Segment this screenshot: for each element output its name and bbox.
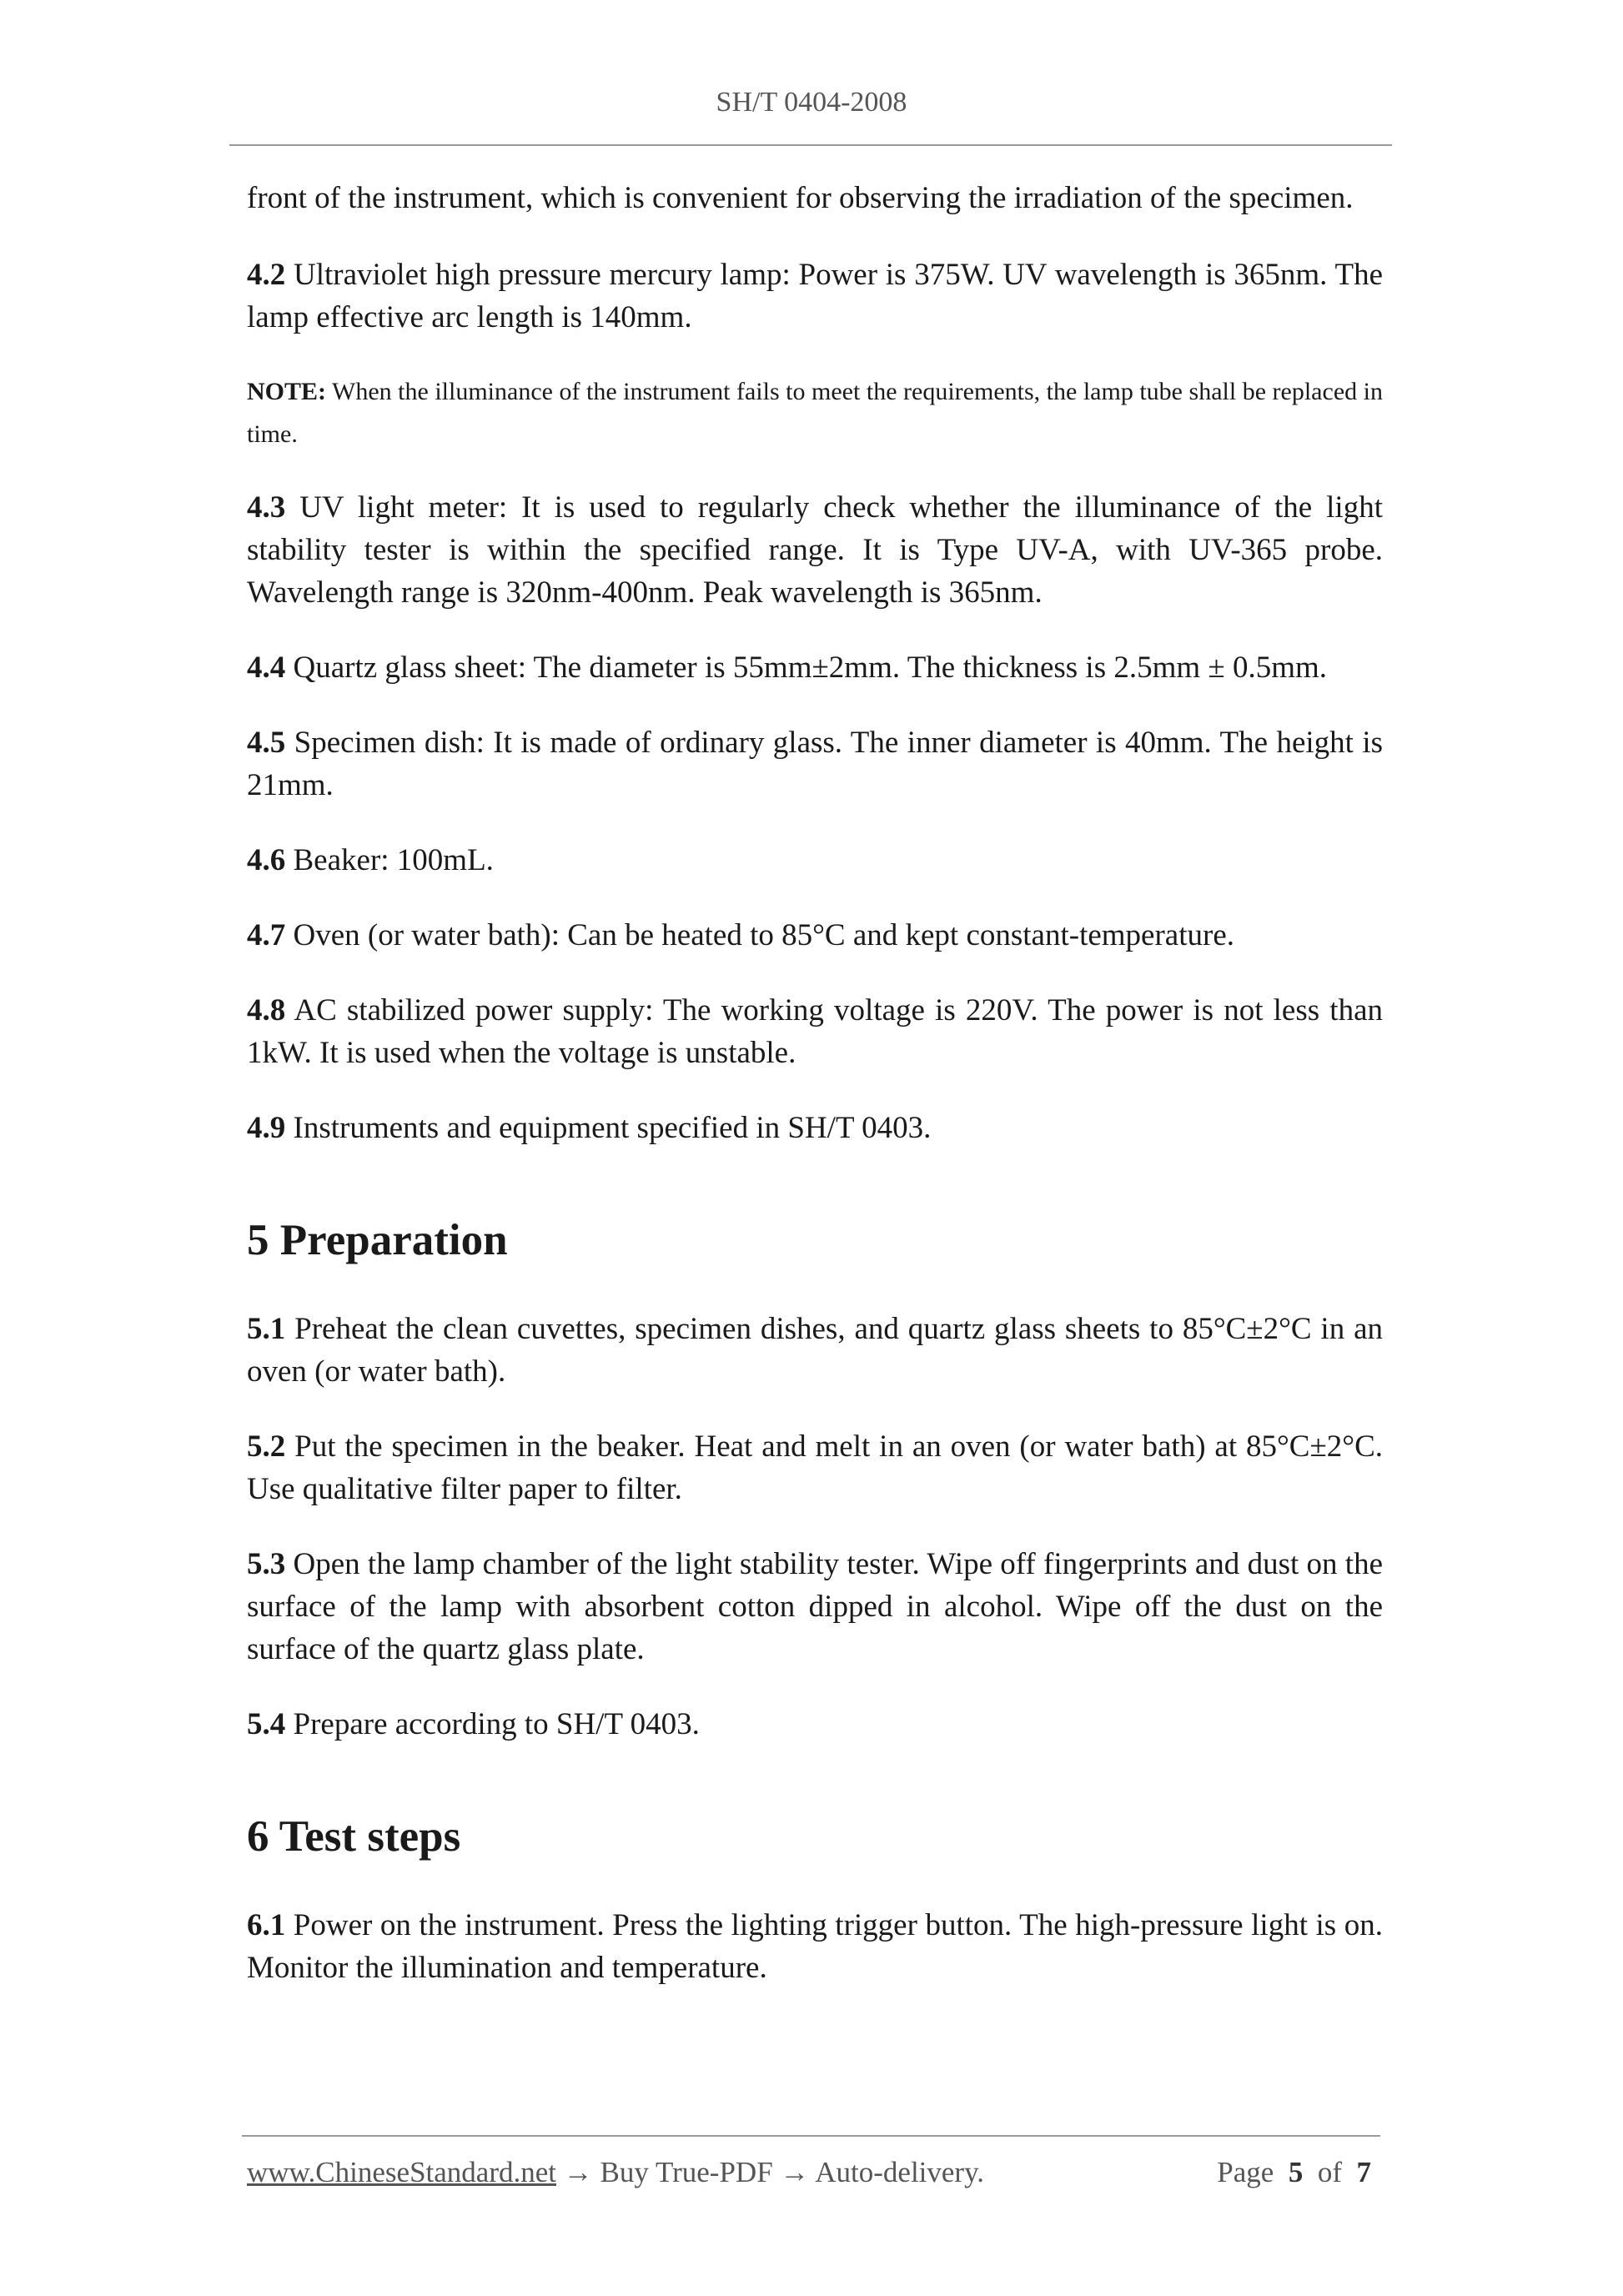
page-number: 5 [1288, 2156, 1304, 2188]
note-label: NOTE: [247, 378, 327, 405]
arrow-right-icon: → [780, 2156, 810, 2188]
clause-text: Preheat the clean cuvettes, specimen dishes, and quartz glass sheets to 85°C±2°C in an oven (or water bath). [247, 1312, 1384, 1389]
clause-text: Put the specimen in the beaker. Heat and melt in an oven (or water bath) at 85°C±2°C. Use qualitative filter paper to filter. [247, 1429, 1384, 1506]
section-heading-test-steps: 6 Test steps [247, 1812, 461, 1861]
header-title: SH/T 0404-2008 [716, 87, 907, 118]
page-footer [247, 2156, 1379, 2189]
clause-4-7 [247, 914, 1383, 957]
clause-4-4 [247, 646, 1383, 689]
clause-4-6 [247, 839, 1383, 882]
footer-website-link[interactable]: www.ChineseStandard.net [247, 2156, 556, 2188]
footer-buy-text: Buy True-PDF [600, 2156, 773, 2188]
clause-text: Quartz glass sheet: The diameter is 55mm±2mm. The thickness is 2.5mm ± 0.5mm. [293, 651, 1328, 685]
clause-text: Specimen dish: It is made of ordinary glass. The inner diameter is 40mm. The height is 21mm. [247, 726, 1383, 802]
paragraph-text: front of the instrument, which is convenient for observing the irradiation of the specimen. [247, 181, 1354, 215]
clause-text: Power on the instrument. Press the lighting trigger button. The high-pressure light is on. Monitor the illumination and temperature. [247, 1908, 1384, 1985]
clause-number: 4.8 [247, 993, 286, 1027]
clause-number: 5.3 [247, 1547, 286, 1581]
note [247, 370, 1383, 455]
clause-number: 4.6 [247, 843, 286, 877]
note-text: When the illuminance of the instrument fails to meet the requirements, the lamp tube shall be replaced in time. [247, 378, 1383, 448]
clause-4-5 [247, 721, 1383, 806]
clause-number: 5.2 [247, 1429, 286, 1464]
clause-text: Beaker: 100mL. [293, 843, 494, 877]
section-heading-preparation: 5 Preparation [247, 1216, 508, 1264]
clause-text: Open the lamp chamber of the light stability tester. Wipe off fingerprints and dust on the surface of the lamp with absorbent cotton dipped in alcohol. Wipe off the dust on the surface of the quartz glass plate. [247, 1547, 1383, 1666]
clause-5-3 [247, 1543, 1383, 1671]
clause-number: 4.7 [247, 918, 286, 952]
footer-left [247, 2156, 984, 2189]
clause-5-2 [247, 1425, 1383, 1510]
clause-number: 6.1 [247, 1908, 286, 1942]
clause-number: 4.9 [247, 1111, 286, 1145]
clause-6-1 [247, 1904, 1383, 1989]
clause-5-1 [247, 1308, 1383, 1393]
arrow-right-icon: → [563, 2156, 593, 2188]
clause-text: Prepare according to SH/T 0403. [293, 1707, 700, 1741]
clause-4-8 [247, 989, 1383, 1074]
clause-number: 4.4 [247, 651, 286, 685]
document-body [247, 177, 1383, 1989]
clause-text: UV light meter: It is used to regularly check whether the illuminance of the light stability tester is within the specified range. It is Type UV-A, with UV-365 probe. Wavelength range is 320nm-400nm. Peak wavelength is 365nm. [247, 490, 1383, 610]
clause-4-3 [247, 486, 1383, 614]
clause-number: 4.5 [247, 726, 286, 760]
footer-divider [242, 2135, 1380, 2137]
clause-number: 5.4 [247, 1707, 286, 1741]
clause-text: Oven (or water bath): Can be heated to 85°C and kept constant-temperature. [293, 918, 1234, 952]
of-label: of [1317, 2156, 1342, 2188]
header-divider [229, 144, 1392, 146]
clause-text: AC stabilized power supply: The working voltage is 220V. The power is not less than 1kW. It is used when the voltage is unstable. [247, 993, 1383, 1070]
clause-number: 5.1 [247, 1312, 286, 1346]
clause-5-4 [247, 1703, 1383, 1746]
page-total: 7 [1356, 2156, 1371, 2188]
page-counter [1217, 2156, 1379, 2189]
clause-4-9 [247, 1107, 1383, 1149]
clause-number: 4.3 [247, 490, 286, 525]
page-label: Page [1217, 2156, 1274, 2188]
clause-text: Instruments and equipment specified in SH/T 0403. [293, 1111, 932, 1145]
clause-text: Ultraviolet high pressure mercury lamp: Power is 375W. UV wavelength is 365nm. The lamp effective arc length is 140mm. [247, 258, 1383, 334]
footer-delivery-text: Auto-delivery. [815, 2156, 985, 2188]
paragraph-continuation [247, 177, 1383, 219]
clause-number: 4.2 [247, 258, 286, 292]
clause-4-2 [247, 254, 1383, 339]
